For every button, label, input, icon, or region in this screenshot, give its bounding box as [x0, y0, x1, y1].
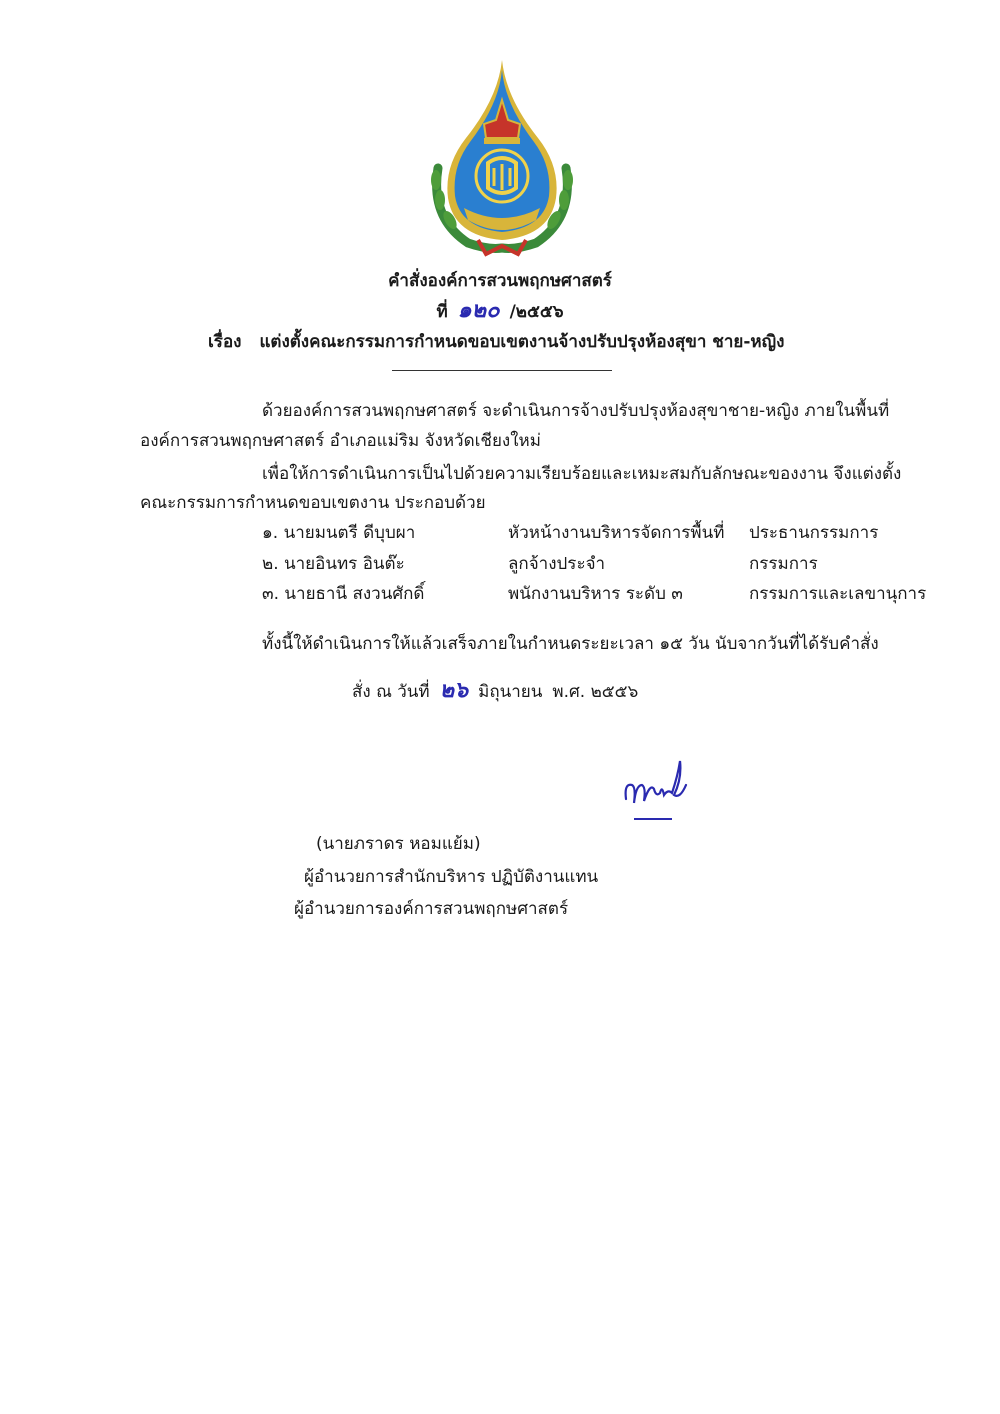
signatory-position-2: ผู้อำนวยการองค์การสวนพฤกษศาสตร์	[294, 899, 569, 919]
subject-line	[208, 331, 784, 353]
member-name: ๓. นายธานี สงวนศักดิ์	[262, 584, 425, 604]
paragraph-1-line-2: องค์การสวนพฤกษศาสตร์ อำเภอแม่ริม จังหวัดเชียงใหม่	[140, 431, 541, 451]
member-role: กรรมการและเลขานุการ	[749, 584, 927, 604]
header-divider	[392, 370, 612, 371]
signatory-position-1: ผู้อำนวยการสำนักบริหาร ปฏิบัติงานแทน	[304, 867, 599, 887]
document-title: คำสั่งองค์การสวนพฤกษศาสตร์	[388, 271, 612, 291]
order-number-line	[0, 300, 1000, 323]
member-position: หัวหน้างานบริหารจัดการพื้นที่	[508, 523, 725, 543]
date-day: ๒๖	[439, 678, 469, 703]
order-prefix: ที่	[436, 302, 448, 322]
order-year: /๒๕๕๖	[509, 302, 564, 322]
organization-seal-icon	[428, 58, 576, 258]
member-role: ประธานกรรมการ	[749, 523, 879, 543]
member-position: ลูกจ้างประจำ	[508, 554, 606, 574]
date-prefix: สั่ง ณ วันที่	[352, 682, 430, 702]
date-month: มิถุนายน	[478, 682, 543, 702]
member-role: กรรมการ	[749, 554, 818, 574]
paragraph-2-line-2: คณะกรรมการกำหนดขอบเขตงาน ประกอบด้วย	[140, 493, 486, 513]
member-position: พนักงานบริหาร ระดับ ๓	[508, 584, 683, 604]
paragraph-1-line-1: ด้วยองค์การสวนพฤกษศาสตร์ จะดำเนินการจ้างปรับปรุงห้องสุขาชาย-หญิง ภายในพื้นที่	[262, 401, 890, 421]
closing-paragraph: ทั้งนี้ให้ดำเนินการให้แล้วเสร็จภายในกำหนดระยะเวลา ๑๕ วัน นับจากวันที่ได้รับคำสั่ง	[262, 634, 879, 654]
committee-row	[262, 583, 962, 609]
handwritten-signature	[620, 755, 700, 825]
paragraph-2-line-1: เพื่อให้การดำเนินการเป็นไปด้วยความเรียบร้อยและเหมะสมกับลักษณะของงาน จึงแต่งตั้ง	[262, 464, 902, 484]
member-name: ๒. นายอินทร อินต๊ะ	[262, 554, 405, 574]
subject-text: แต่งตั้งคณะกรรมการกำหนดขอบเขตงานจ้างปรับปรุงห้องสุขา ชาย-หญิง	[259, 332, 785, 352]
subject-label: เรื่อง	[208, 332, 242, 352]
order-number: ๑๒๐	[457, 298, 500, 323]
member-name: ๑. นายมนตรี ดีบุบผา	[262, 523, 416, 543]
committee-row	[262, 553, 962, 579]
committee-row	[262, 522, 962, 548]
date-year: พ.ศ. ๒๕๕๖	[552, 682, 639, 702]
date-line	[352, 680, 638, 703]
signatory-name: (นายภราดร หอมแย้ม)	[316, 834, 481, 854]
